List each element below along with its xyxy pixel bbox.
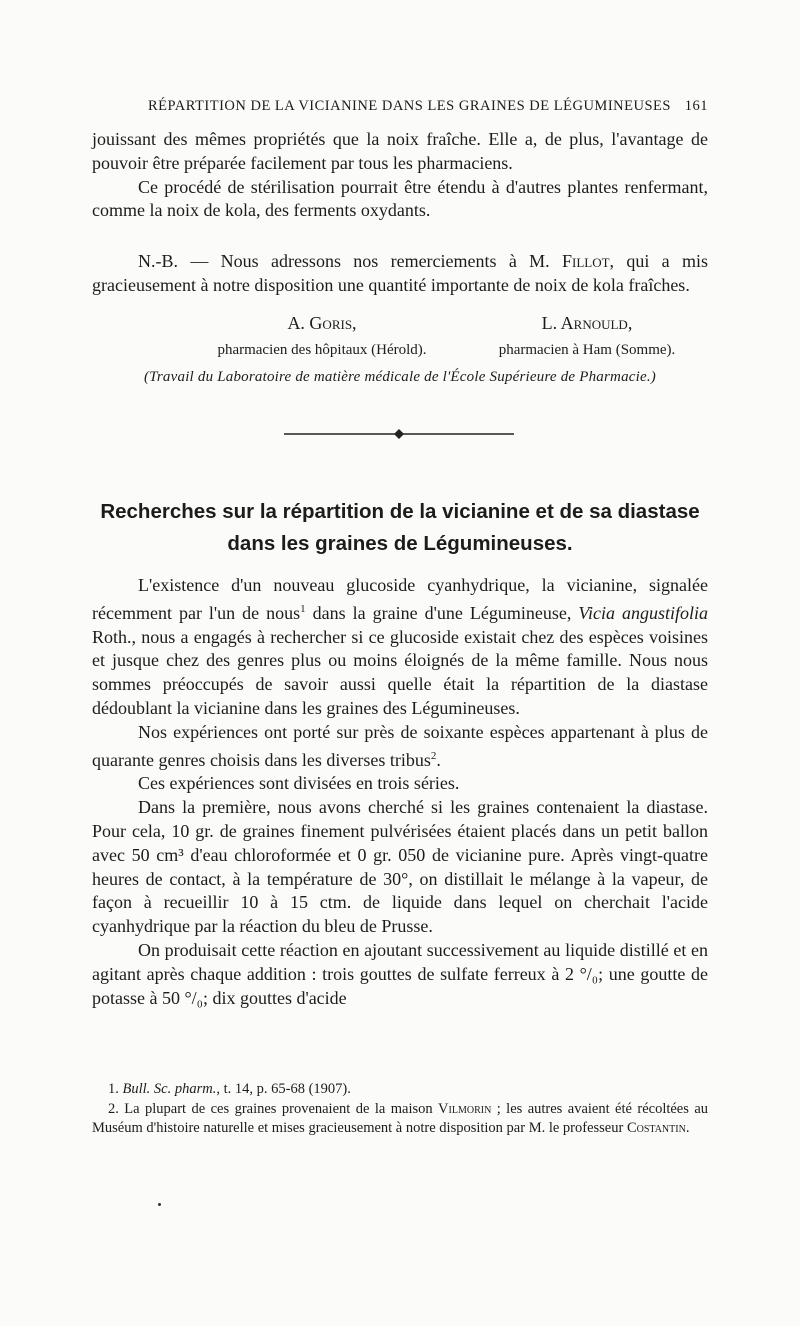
text-run: , t. 14, p. 65-68 (1907). xyxy=(216,1081,351,1097)
footnote-1 xyxy=(92,1080,708,1100)
footnote-number: 1. xyxy=(108,1081,119,1097)
signature-arnould xyxy=(457,312,717,360)
paragraph: Dans la première, nous avons cherché si les graines contenaient la diastase. Pour cela, 10 gr. de graines finement pulvérisées étaient placés dans un petit ballon avec 50 cm³ d'eau chloroformée et 0 gr. 050 de vicianine pure. Après vingt-quatre heures de contact, à la température de 30°, on distillait le mélange à la vapeur, de façon à recueillir 10 à 15 ctm. de liquide dans lequel on cherchait l'acide cyanhydrique par la réaction du bleu de Prusse. xyxy=(92,797,708,937)
page-number: 161 xyxy=(684,98,708,114)
author-affiliation: pharmacien des hôpitaux (Hérold). xyxy=(217,342,427,358)
text-run: 2. La plupart de ces graines provenaient de la maison xyxy=(108,1100,439,1117)
separator-diamond xyxy=(394,429,404,439)
article-title xyxy=(86,496,714,560)
print-speck xyxy=(158,1203,161,1206)
text-run: . xyxy=(436,749,441,770)
laboratory-note: (Travail du Laboratoire de matière médicale de l'École Supérieure de Pharmacie.) xyxy=(143,369,656,385)
section-separator xyxy=(284,428,514,440)
previous-article-ending xyxy=(92,128,708,223)
article-body xyxy=(92,574,708,1010)
author-name: L. Arnould, xyxy=(541,313,633,333)
footnote-2 xyxy=(92,1100,708,1139)
footnote-ref: 2 xyxy=(430,749,437,762)
text-run: Roth., nous a engagés à rechercher si ce glucoside existait chez des espèces voisines et jusque chez des genres plus ou moins éloignés de la même famille. Nous nous sommes préoccupés de savoir aussi quelle était la répartition de la diastase dédoublant la vicianine dans les graines des Légumineuses. xyxy=(92,626,708,718)
note-rest: , qui a mis gracieusement à notre disposition une quantité importante de noix de kola fraîches. xyxy=(92,251,708,295)
text-run: dans la graine d'une Légumineuse, xyxy=(305,602,579,623)
signature-goris xyxy=(192,312,452,360)
text-run: ; les autres avaient été récoltées au Muséum d'histoire naturelle et mises gracieusement à notre disposition par M. le professeur xyxy=(92,1100,708,1136)
text-run: . xyxy=(685,1120,690,1136)
author-affiliation: pharmacien à Ham (Somme). xyxy=(498,342,676,358)
person-name: Fillot xyxy=(561,251,610,271)
journal-title: Bull. Sc. pharm. xyxy=(122,1081,217,1097)
paragraph xyxy=(92,574,708,721)
note-lead: N.-B. — Nous adressons nos remerciements à M. xyxy=(138,251,562,271)
author-name: A. Goris, xyxy=(287,313,357,333)
paragraph: Ce procédé de stérilisation pourrait être étendu à d'autres plantes renfermant, comme la noix de kola, des ferments oxydants. xyxy=(92,176,708,221)
person-name: Costantin xyxy=(626,1120,686,1136)
paragraph: jouissant des mêmes propriétés que la noix fraîche. Elle a, de plus, l'avantage de pouvoir être préparée facilement par tous les pharmaciens. xyxy=(92,129,708,173)
footnote-ref: 1 xyxy=(300,602,306,615)
paragraph: On produisait cette réaction en ajoutant successivement au liquide distillé et en agitant après chaque addition : trois gouttes de sulfate ferreux à 2 °/₀; une goutte de potasse à 50 °/₀; dix gouttes d'acide xyxy=(92,939,708,1008)
text-run: L'existence d'un nouveau glucoside cyanhydrique, la vicianine, signalée récemment par l'un de nous xyxy=(92,575,708,623)
title-line: Recherches sur la répartition de la vicianine et de sa diastase xyxy=(100,500,700,523)
title-line: dans les graines de Légumineuses. xyxy=(227,532,573,555)
paragraph: Ces expériences sont divisées en trois séries. xyxy=(138,773,460,794)
acknowledgement-note xyxy=(92,250,708,298)
species-name: Vicia angustifolia xyxy=(578,602,708,623)
paragraph xyxy=(92,721,708,773)
person-name: Vilmorin xyxy=(438,1100,492,1117)
running-title: RÉPARTITION DE LA VICIANINE DANS LES GRAINES DE LÉGUMINEUSES xyxy=(148,98,671,114)
footnotes xyxy=(92,1080,708,1139)
text-run: Nos expériences ont porté sur près de soixante espèces appartenant à plus de quarante genres choisis dans les diverses tribus xyxy=(92,721,708,770)
